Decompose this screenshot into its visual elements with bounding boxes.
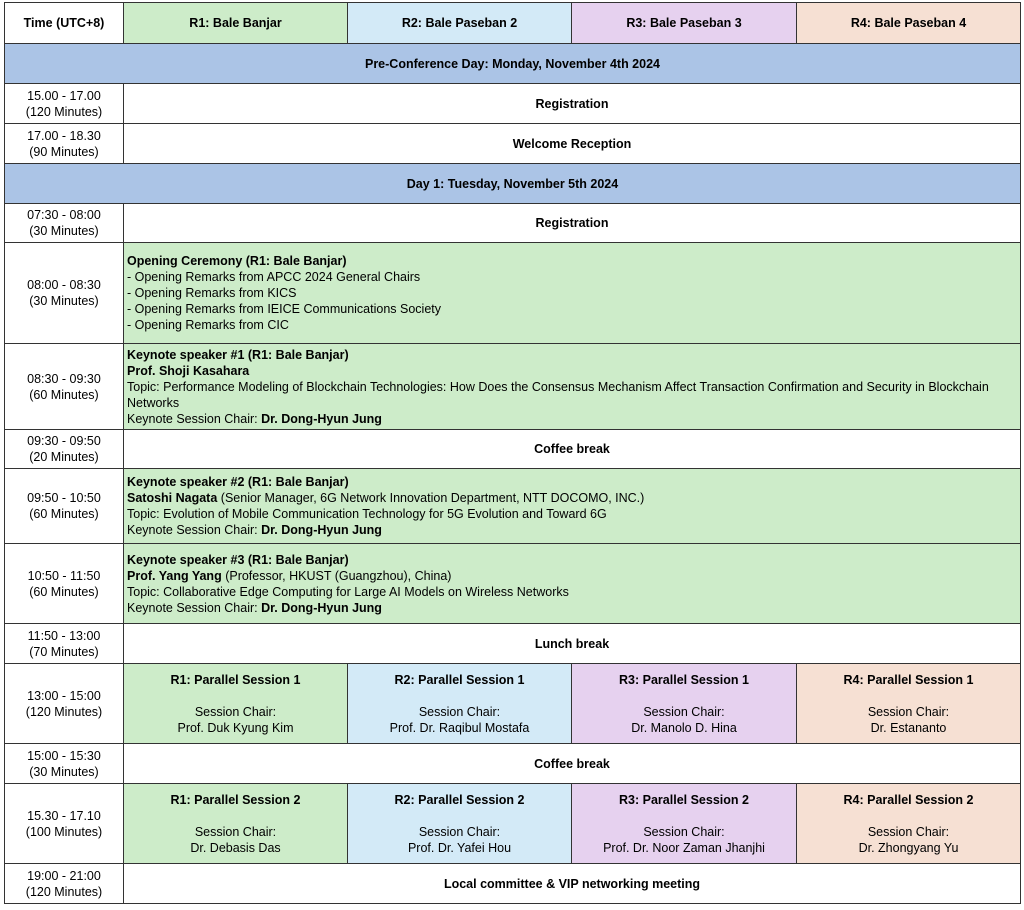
coffee-break-cell: Coffee break — [124, 430, 1021, 469]
header-room-r2: R2: Bale Paseban 2 — [348, 3, 572, 44]
keynote2-chair-label: Keynote Session Chair: — [127, 523, 262, 537]
header-room-r1: R1: Bale Banjar — [124, 3, 348, 44]
table-row — [5, 744, 1021, 784]
parallel-session-cell: R1: Parallel Session 1 Session Chair: Prof. Duk Kyung Kim — [124, 664, 348, 744]
parallel-session-cell: R2: Parallel Session 1 Session Chair: Prof. Dr. Raqibul Mostafa — [348, 664, 572, 744]
keynote2-topic: Topic: Evolution of Mobile Communication Technology for 5G Evolution and Toward 6G — [127, 507, 607, 521]
parallel-session-cell: R1: Parallel Session 2 Session Chair: Dr. Debasis Das — [124, 784, 348, 864]
time-cell: 10:50 - 11:50 (60 Minutes) — [5, 544, 124, 624]
opening-remark: - Opening Remarks from APCC 2024 General Chairs — [127, 270, 421, 284]
coffee-break-cell: Coffee break — [124, 744, 1021, 784]
time-cell: 15.00 - 17.00 (120 Minutes) — [5, 84, 124, 124]
keynote1-topic: Topic: Performance Modeling of Blockchain Technologies: How Does the Consensus Mechanism Affect Transaction Confirmation and Security in Blockchain Networks — [127, 379, 989, 410]
day-row-1 — [5, 164, 1021, 204]
time-cell: 11:50 - 13:00 (70 Minutes) — [5, 624, 124, 664]
opening-remark: - Opening Remarks from KICS — [127, 286, 297, 300]
opening-ceremony-title: Opening Ceremony (R1: Bale Banjar) — [127, 254, 347, 268]
time-cell: 07:30 - 08:00 (30 Minutes) — [5, 204, 124, 243]
lunch-break-cell: Lunch break — [124, 624, 1021, 664]
opening-ceremony-cell — [124, 243, 1021, 344]
time-cell: 15:00 - 15:30 (30 Minutes) — [5, 744, 124, 784]
header-row — [5, 3, 1021, 44]
header-room-r4: R4: Bale Paseban 4 — [797, 3, 1021, 44]
time-cell: 08:30 - 09:30 (60 Minutes) — [5, 344, 124, 430]
opening-remark: - Opening Remarks from CIC — [127, 318, 289, 332]
keynote2-affiliation: (Senior Manager, 6G Network Innovation Department, NTT DOCOMO, INC.) — [217, 491, 645, 505]
table-row — [5, 864, 1021, 904]
parallel-session-cell: R4: Parallel Session 1 Session Chair: Dr. Estananto — [797, 664, 1021, 744]
keynote1-chair: Dr. Dong-Hyun Jung — [261, 411, 382, 426]
day-row-pre — [5, 44, 1021, 84]
parallel-session-cell: R4: Parallel Session 2 Session Chair: Dr. Zhongyang Yu — [797, 784, 1021, 864]
opening-remark: - Opening Remarks from IEICE Communications Society — [127, 302, 441, 316]
day1-title: Day 1: Tuesday, November 5th 2024 — [5, 164, 1021, 204]
keynote3-chair-label: Keynote Session Chair: — [127, 600, 262, 615]
table-row — [5, 84, 1021, 124]
welcome-reception-cell: Welcome Reception — [124, 124, 1021, 164]
table-row — [5, 430, 1021, 469]
table-row — [5, 344, 1021, 430]
keynote1-speaker: Prof. Shoji Kasahara — [127, 363, 250, 378]
table-row — [5, 243, 1021, 344]
time-cell: 15.30 - 17.10 (100 Minutes) — [5, 784, 124, 864]
table-row — [5, 544, 1021, 624]
time-cell: 09:30 - 09:50 (20 Minutes) — [5, 430, 124, 469]
time-cell: 19:00 - 21:00 (120 Minutes) — [5, 864, 124, 904]
keynote3-topic: Topic: Collaborative Edge Computing for Large AI Models on Wireless Networks — [127, 584, 569, 599]
keynote3-affiliation: (Professor, HKUST (Guangzhou), China) — [221, 568, 452, 583]
time-cell: 08:00 - 08:30 (30 Minutes) — [5, 243, 124, 344]
keynote3-cell — [124, 544, 1021, 624]
table-row — [5, 784, 1021, 864]
keynote1-title: Keynote speaker #1 (R1: Bale Banjar) — [127, 347, 349, 362]
keynote1-chair-label: Keynote Session Chair: — [127, 411, 262, 426]
networking-meeting-cell: Local committee & VIP networking meeting — [124, 864, 1021, 904]
keynote3-speaker: Prof. Yang Yang — [127, 568, 222, 583]
table-row — [5, 624, 1021, 664]
table-row — [5, 469, 1021, 544]
time-cell: 09:50 - 10:50 (60 Minutes) — [5, 469, 124, 544]
keynote2-speaker: Satoshi Nagata — [127, 491, 218, 505]
keynote2-cell — [124, 469, 1021, 544]
parallel-session-cell: R3: Parallel Session 2 Session Chair: Prof. Dr. Noor Zaman Jhanjhi — [572, 784, 797, 864]
time-cell: 17.00 - 18.30 (90 Minutes) — [5, 124, 124, 164]
keynote2-title: Keynote speaker #2 (R1: Bale Banjar) — [127, 475, 349, 489]
table-row — [5, 664, 1021, 744]
keynote1-cell — [124, 344, 1021, 430]
time-cell: 13:00 - 15:00 (120 Minutes) — [5, 664, 124, 744]
parallel-session-cell: R2: Parallel Session 2 Session Chair: Prof. Dr. Yafei Hou — [348, 784, 572, 864]
keynote3-title: Keynote speaker #3 (R1: Bale Banjar) — [127, 552, 349, 567]
schedule-table — [4, 2, 1021, 904]
header-time: Time (UTC+8) — [5, 3, 124, 44]
table-row — [5, 124, 1021, 164]
registration-cell: Registration — [124, 84, 1021, 124]
table-row — [5, 204, 1021, 243]
header-room-r3: R3: Bale Paseban 3 — [572, 3, 797, 44]
pre-day-title: Pre-Conference Day: Monday, November 4th 2024 — [5, 44, 1021, 84]
parallel-session-cell: R3: Parallel Session 1 Session Chair: Dr. Manolo D. Hina — [572, 664, 797, 744]
keynote3-chair: Dr. Dong-Hyun Jung — [261, 600, 382, 615]
keynote2-chair: Dr. Dong-Hyun Jung — [261, 523, 382, 537]
registration-cell: Registration — [124, 204, 1021, 243]
